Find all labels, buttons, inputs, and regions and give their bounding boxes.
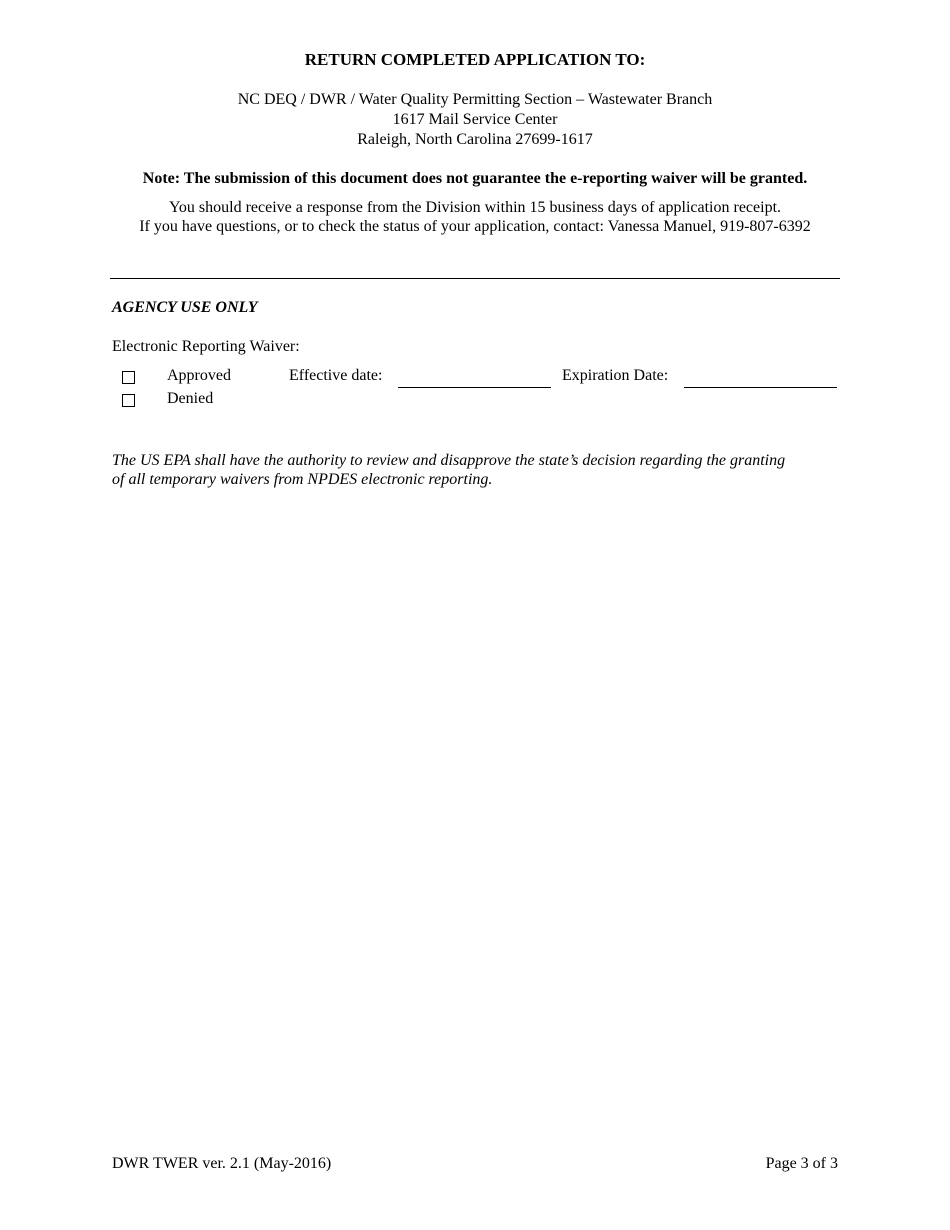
note: Note: The submission of this document does not guarantee the e-reporting waiver will be granted. — [142, 170, 808, 187]
agency-heading: AGENCY USE ONLY — [112, 299, 258, 316]
address-line-1: NC DEQ / DWR / Water Quality Permitting Section – Wastewater Branch — [237, 91, 713, 108]
effective-date-label: Effective date: — [289, 367, 383, 384]
page-number: Page 3 of 3 — [765, 1155, 838, 1172]
footer-version: DWR TWER ver. 2.1 (May-2016) — [112, 1155, 332, 1172]
denied-label: Denied — [167, 390, 214, 407]
contact-info: If you have questions, or to check the status of your application, contact: Vanessa Manuel, 919-807-6392 — [139, 218, 811, 235]
epa-statement-line-1: The US EPA shall have the authority to review and disapprove the state’s decision regarding the granting — [112, 452, 786, 469]
approved-label: Approved — [167, 367, 231, 384]
address-line-3: Raleigh, North Carolina 27699-1617 — [357, 131, 593, 148]
expiration-date-label: Expiration Date: — [562, 367, 669, 384]
address-line-2: 1617 Mail Service Center — [392, 111, 558, 128]
approved-checkbox[interactable] — [122, 371, 135, 384]
denied-checkbox[interactable] — [122, 394, 135, 407]
divider — [110, 278, 840, 279]
epa-statement-line-2: of all temporary waivers from NPDES electronic reporting. — [112, 471, 493, 488]
response-info: You should receive a response from the Division within 15 business days of application receipt. — [168, 199, 782, 216]
return-heading: RETURN COMPLETED APPLICATION TO: — [304, 50, 646, 69]
waiver-label: Electronic Reporting Waiver: — [112, 338, 300, 355]
effective-date-field[interactable] — [398, 367, 551, 388]
expiration-date-field[interactable] — [684, 367, 837, 388]
